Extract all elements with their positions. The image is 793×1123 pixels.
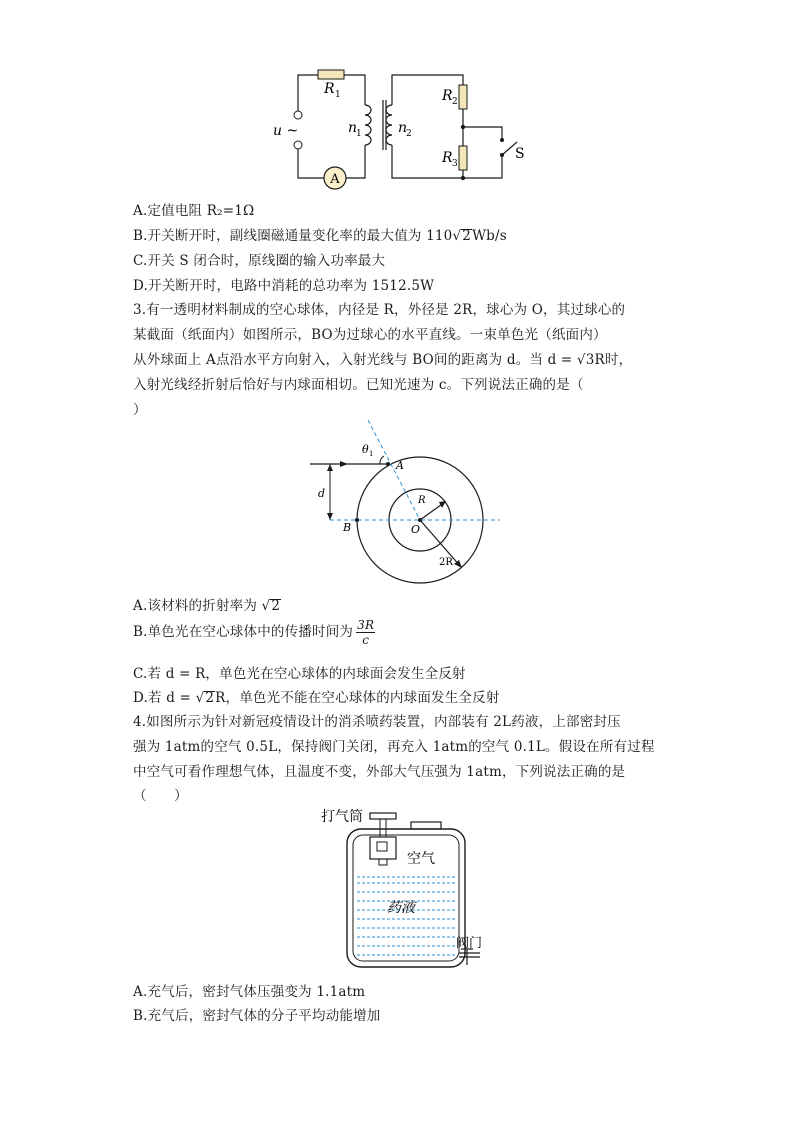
pump-label: 打气筒 — [321, 809, 363, 825]
ammeter-label: A — [330, 172, 340, 187]
q3-option-d-root: 2 — [205, 690, 215, 706]
label-a: A — [396, 459, 404, 472]
r3-label: R — [442, 150, 453, 166]
junction-dot — [461, 125, 465, 129]
switch-contact — [500, 138, 504, 142]
q2-option-c: C.开关 S 闭合时，原线圈的输入功率最大 — [133, 253, 386, 269]
normal-dashed-line — [368, 420, 420, 520]
junction-dot — [461, 176, 465, 180]
q3-option-d: D.若 d = √2R，单色光不能在空心球体的内球面发生全反射 — [133, 690, 500, 706]
point-a — [386, 462, 390, 466]
q3-option-b — [133, 618, 375, 647]
q3-stem-line-2: 某截面（纸面内）如图所示，BO为过球心的水平直线。一束单色光（纸面内） — [133, 327, 607, 343]
q3-stem-line-3: 从外球面上 A点沿水平方向射入，入射光线与 BO间的距离为 d。当 d = √3R时， — [133, 352, 633, 368]
primary-coil — [365, 105, 371, 145]
q4-stem-line-3: 中空气可看作理想气体，且温度不变，外部大气压强为 1atm，下列说法正确的是 — [133, 764, 626, 780]
q3-option-a-root: 2 — [271, 598, 281, 614]
q3-stem-line-4: 入射光线经折射后恰好与内球面相切。已知光速为 c。下列说法正确的是（ — [133, 377, 584, 393]
pump-cylinder — [370, 837, 396, 859]
q2-option-b-text: B.开关断开时，副线圈磁通量变化率的最大值为 110 — [133, 228, 453, 244]
r2-subscript: 2 — [452, 97, 458, 107]
q3-option-d-text: D.若 d = — [133, 690, 196, 706]
container-lid — [411, 822, 441, 829]
source-label: u ~ — [273, 123, 299, 139]
resistor-r1 — [318, 70, 344, 79]
pump-valve-box — [377, 842, 387, 851]
q4-option-a: A.充气后，密封气体压强变为 1.1atm — [133, 984, 366, 1000]
n1-label: n — [348, 120, 358, 136]
resistor-r2 — [459, 85, 467, 109]
q2-option-b: B.开关断开时，副线圈磁通量变化率的最大值为 110√2Wb/s — [133, 228, 507, 244]
switch-label: S — [515, 146, 525, 162]
pump-tip — [379, 859, 387, 865]
source-terminal-top — [294, 111, 302, 119]
label-r: R — [418, 495, 426, 506]
q4-stem-line-4: （ ） — [133, 788, 188, 804]
q2-option-d: D.开关断开时，电路中消耗的总功率为 1512.5W — [133, 278, 435, 294]
q2-option-a: A.定值电阻 R₂=1Ω — [133, 203, 255, 219]
secondary-coil — [386, 105, 392, 145]
transformer-circuit-figure — [270, 60, 530, 195]
q4-stem-line-1: 4.如图所示为针对新冠疫情设计的消杀喷药装置，内部装有 2L药液，上部密封压 — [133, 714, 621, 730]
q2-option-b-root: 2 — [462, 228, 472, 244]
q3-stem-line-1: 3.有一透明材料制成的空心球体，内径是 R，外径是 2R，球心为 O，其过球心的 — [133, 302, 626, 318]
liquid-level-lines — [357, 877, 455, 955]
pump-rod — [380, 819, 386, 837]
n2-label: n — [398, 120, 408, 136]
source-terminal-bottom — [294, 141, 302, 149]
pump-handle — [370, 813, 396, 819]
theta-subscript: 1 — [369, 450, 374, 458]
label-d: d — [318, 487, 326, 500]
q3-option-a: A.该材料的折射率为 √2 — [133, 598, 281, 614]
switch-contact — [500, 153, 504, 157]
q3-option-b-numerator: 3R — [357, 618, 375, 632]
r1-label: R — [324, 81, 335, 97]
label-b: B — [343, 521, 352, 534]
n1-subscript: 1 — [356, 129, 362, 139]
container-inner — [353, 835, 459, 961]
air-label: 空气 — [407, 851, 435, 867]
point-b — [355, 518, 359, 522]
ray-arrow-icon — [340, 461, 348, 467]
hollow-sphere-figure — [300, 415, 510, 590]
d-arrow-top-icon — [327, 464, 333, 471]
d-arrow-bottom-icon — [327, 513, 333, 520]
q3-option-a-text: A.该材料的折射率为 — [133, 598, 262, 614]
q4-stem-line-2: 强为 1atm的空气 0.5L，保持阀门关闭，再充入 1atm的空气 0.1L。假设在所有过程 — [133, 739, 655, 755]
q3-option-c: C.若 d = R，单色光在空心球体的内球面会发生全反射 — [133, 666, 466, 682]
q3-option-b-denominator: c — [362, 633, 370, 647]
q2-option-b-unit: Wb/s — [472, 228, 507, 244]
q3-option-d-rest: R，单色光不能在空心球体的内球面发生全反射 — [215, 690, 500, 706]
liquid-label: 药液 — [387, 900, 415, 916]
theta-label: θ — [362, 443, 369, 456]
label-2r: 2R — [439, 557, 453, 568]
point-o — [418, 518, 422, 522]
q3-option-b-fraction — [356, 618, 375, 647]
r2-label: R — [442, 88, 453, 104]
label-o: O — [411, 523, 421, 536]
resistor-r3 — [459, 146, 467, 170]
r3-subscript: 3 — [452, 159, 458, 169]
q3-stem-line-5: ） — [133, 402, 147, 418]
sprayer-figure — [315, 805, 495, 975]
valve-label: 阀门 — [456, 936, 483, 951]
theta-arc — [380, 456, 384, 464]
radius-r-arrow-icon — [439, 501, 446, 508]
q3-option-b-text: B.单色光在空心球体中的传播时间为 — [133, 624, 354, 640]
q4-option-b: B.充气后，密封气体的分子平均动能增加 — [133, 1008, 381, 1024]
r1-subscript: 1 — [335, 90, 341, 100]
n2-subscript: 2 — [406, 129, 412, 139]
